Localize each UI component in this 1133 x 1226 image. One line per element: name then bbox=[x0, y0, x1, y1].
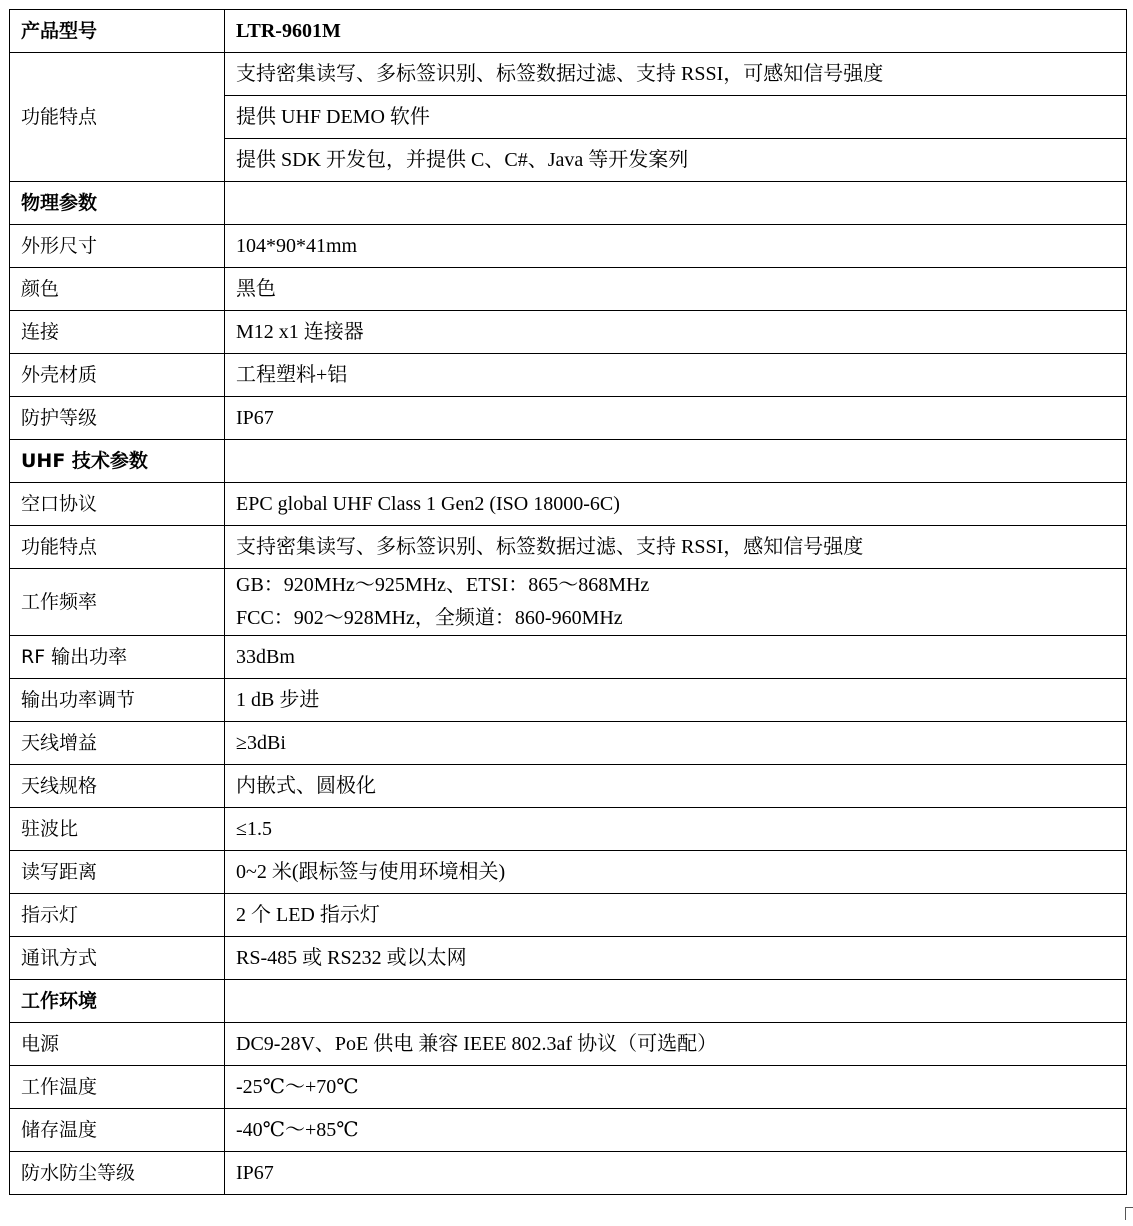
table-row bbox=[10, 397, 1127, 440]
row-label: 防护等级 bbox=[10, 397, 225, 440]
row-label: 防水防尘等级 bbox=[10, 1152, 225, 1195]
table-row bbox=[10, 1152, 1127, 1195]
section-title: UHF 技术参数 bbox=[10, 440, 225, 483]
features-label: 功能特点 bbox=[10, 53, 225, 182]
model-value: LTR-9601M bbox=[225, 10, 1127, 53]
row-features-1 bbox=[10, 53, 1127, 96]
row-label: 外壳材质 bbox=[10, 354, 225, 397]
frequency-line-1: GB：920MHz～925MHz、ETSI：865～868MHz bbox=[236, 574, 650, 596]
row-value: M12 x1 连接器 bbox=[225, 311, 1127, 354]
features-item: 提供 SDK 开发包，并提供 C、C#、Java 等开发案列 bbox=[225, 139, 1127, 182]
row-label: 外形尺寸 bbox=[10, 225, 225, 268]
row-label: 功能特点 bbox=[10, 526, 225, 569]
row-label: RF 输出功率 bbox=[10, 636, 225, 679]
row-value: IP67 bbox=[225, 1152, 1127, 1195]
table-row bbox=[10, 808, 1127, 851]
section-title: 工作环境 bbox=[10, 980, 225, 1023]
table-row bbox=[10, 225, 1127, 268]
row-label: 天线增益 bbox=[10, 722, 225, 765]
row-model bbox=[10, 10, 1127, 53]
row-label: 连接 bbox=[10, 311, 225, 354]
row-label: 驻波比 bbox=[10, 808, 225, 851]
frequency-value bbox=[225, 569, 1127, 636]
row-value: 0~2 米(跟标签与使用环境相关) bbox=[225, 851, 1127, 894]
row-value: -25℃～+70℃ bbox=[225, 1066, 1127, 1109]
row-label: 电源 bbox=[10, 1023, 225, 1066]
row-label: 天线规格 bbox=[10, 765, 225, 808]
frequency-label: 工作频率 bbox=[10, 569, 225, 636]
table-row bbox=[10, 765, 1127, 808]
table-row bbox=[10, 483, 1127, 526]
row-value: 104*90*41mm bbox=[225, 225, 1127, 268]
table-row bbox=[10, 679, 1127, 722]
row-value: ≥3dBi bbox=[225, 722, 1127, 765]
section-uhf bbox=[10, 440, 1127, 483]
row-value: 内嵌式、圆极化 bbox=[225, 765, 1127, 808]
table-row bbox=[10, 851, 1127, 894]
row-value: RS-485 或 RS232 或以太网 bbox=[225, 937, 1127, 980]
row-label: 输出功率调节 bbox=[10, 679, 225, 722]
section-physical bbox=[10, 182, 1127, 225]
table-row bbox=[10, 1109, 1127, 1152]
table-row bbox=[10, 636, 1127, 679]
table-row bbox=[10, 937, 1127, 980]
section-title: 物理参数 bbox=[10, 182, 225, 225]
table-row bbox=[10, 311, 1127, 354]
section-empty-cell bbox=[225, 182, 1127, 225]
table-row bbox=[10, 268, 1127, 311]
section-empty-cell bbox=[225, 440, 1127, 483]
row-label: 读写距离 bbox=[10, 851, 225, 894]
table-row bbox=[10, 526, 1127, 569]
row-label: 工作温度 bbox=[10, 1066, 225, 1109]
row-label: 指示灯 bbox=[10, 894, 225, 937]
row-value: 工程塑料+铝 bbox=[225, 354, 1127, 397]
row-value: 黑色 bbox=[225, 268, 1127, 311]
table-row bbox=[10, 354, 1127, 397]
row-value: -40℃～+85℃ bbox=[225, 1109, 1127, 1152]
row-value: 支持密集读写、多标签识别、标签数据过滤、支持 RSSI，感知信号强度 bbox=[225, 526, 1127, 569]
row-value: EPC global UHF Class 1 Gen2 (ISO 18000-6C) bbox=[225, 483, 1127, 526]
section-environment bbox=[10, 980, 1127, 1023]
row-label: 通讯方式 bbox=[10, 937, 225, 980]
row-value: ≤1.5 bbox=[225, 808, 1127, 851]
model-label: 产品型号 bbox=[10, 10, 225, 53]
row-value: 1 dB 步进 bbox=[225, 679, 1127, 722]
table-row bbox=[10, 1066, 1127, 1109]
section-empty-cell bbox=[225, 980, 1127, 1023]
row-value: 2 个 LED 指示灯 bbox=[225, 894, 1127, 937]
row-value: 33dBm bbox=[225, 636, 1127, 679]
row-value: IP67 bbox=[225, 397, 1127, 440]
features-item: 支持密集读写、多标签识别、标签数据过滤、支持 RSSI，可感知信号强度 bbox=[225, 53, 1127, 96]
frequency-line-2: FCC：902～928MHz，全频道：860-960MHz bbox=[236, 607, 623, 629]
row-value: DC9-28V、PoE 供电 兼容 IEEE 802.3af 协议（可选配） bbox=[225, 1023, 1127, 1066]
table-row bbox=[10, 894, 1127, 937]
page-corner-mark bbox=[1125, 1207, 1133, 1220]
spec-table bbox=[9, 9, 1127, 1195]
row-frequency bbox=[10, 569, 1127, 636]
features-item: 提供 UHF DEMO 软件 bbox=[225, 96, 1127, 139]
table-row bbox=[10, 722, 1127, 765]
row-label: 颜色 bbox=[10, 268, 225, 311]
row-label: 储存温度 bbox=[10, 1109, 225, 1152]
row-label: 空口协议 bbox=[10, 483, 225, 526]
table-row bbox=[10, 1023, 1127, 1066]
